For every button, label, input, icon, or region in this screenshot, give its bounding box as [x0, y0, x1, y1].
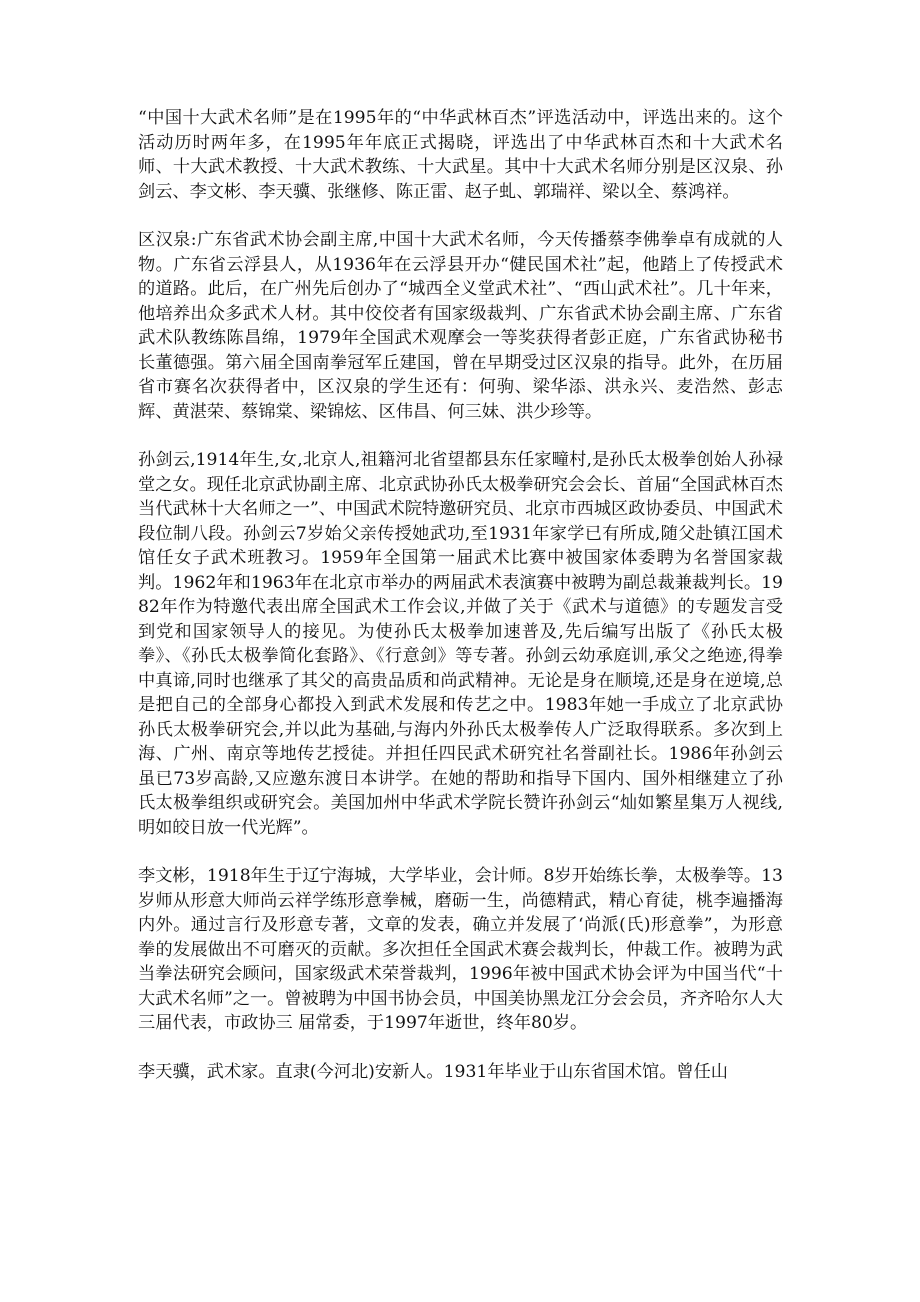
intro-paragraph: “中国十大武术名师”是在1995年的“中华武林百杰”评选活动中，评选出来的。这个活动历时两年多，在1995年年底正式揭晓，评选出了中华武林百杰和十大武术名师、十大武术教授、十大武术教练、十大武星。其中十大武术名师分别是区汉泉、孙剑云、李文彬、李天骥、张继修、陈正雷、赵子虬、郭瑞祥、梁以全、蔡鸿祥。 [138, 108, 783, 202]
ou-hanquan-paragraph: 区汉泉:广东省武术协会副主席,中国十大武术名师，今天传播蔡李佛拳卓有成就的人物。广东省云浮县人，从1936年在云浮县开办“健民国术社”起，他踏上了传授武术的道路。此后，在广州先后创办了“城西全义堂武术社”、“西山武术社”。几十年来，他培养出众多武术人材。其中佼佼者有国家级裁判、广东省武术协会副主席、广东省武术队教练陈昌绵，1979年全国武术观摩会一等奖获得者彭正庭，广东省武协秘书长董德强。第六届全国南拳冠军丘建国，曾在早期受过区汉泉的指导。此外，在历届省市赛名次获得者中，区汉泉的学生还有：何驹、梁华添、洪永兴、麦浩然、彭志辉、黄湛荣、蔡锦棠、梁锦炫、区伟昌、何三妹、洪少珍等。 [138, 230, 783, 422]
sun-jianyun-paragraph: 孙剑云,1914年生,女,北京人,祖籍河北省望都县东任家疃村,是孙氏太极拳创始人孙禄堂之女。现任北京武协副主席、北京武协孙氏太极拳研究会会长、首届“全国武林百杰当代武林十大名师之一”、中国武术院特邀研究员、北京市西城区政协委员、中国武术段位制八段。孙剑云7岁始父亲传授她武功,至1931年家学已有所成,随父赴镇江国术馆任女子武术班教习。1959年全国第一届武术比赛中被国家体委聘为名誉国家裁判。1962年和1963年在北京市举办的两届武术表演赛中被聘为副总裁兼裁判长。1982年作为特邀代表出席全国武术工作会议,并做了关于《武术与道德》的专题发言受到党和国家领导人的接见。为使孙氏太极拳加速普及,先后编写出版了《孙氏太极拳》、《孙氏太极拳简化套路》、《行意剑》等专著。孙剑云幼承庭训,承父之绝迹,得拳中真谛,同时也继承了其父的高贵品质和尚武精神。无论是身在顺境,还是身在逆境,总是把自己的全部身心都投入到武术发展和传艺之中。1983年她一手成立了北京武协孙氏太极拳研究会,并以此为基础,与海内外孙氏太极拳传人广泛取得联系。多次到上海、广州、南京等地传艺授徒。并担任四民武术研究社名誉副社长。1986年孙剑云虽已73岁高龄,又应邀东渡日本讲学。在她的帮助和指导下国内、国外相继建立了孙氏太极拳组织或研究会。美国加州中华武术学院长赞许孙剑云“灿如繁星集万人视线,明如皎日放一代光辉”。 [138, 450, 783, 838]
document-page [138, 106, 783, 1084]
li-tianji-paragraph: 李天骥，武术家。直隶(今河北)安新人。1931年毕业于山东省国术馆。曾任山 [138, 1061, 728, 1082]
li-wenbin-paragraph: 李文彬，1918年生于辽宁海城，大学毕业，会计师。8岁开始练长拳，太极拳等。13岁师从形意大师尚云祥学练形意拳械，磨砺一生，尚德精武，精心育徒，桃李遍播海内外。通过言行及形意专著，文章的发表，确立并发展了‘尚派(氏)形意拳”，为形意拳的发展做出不可磨灭的贡献。多次担任全国武术赛会裁判长，仲裁工作。被聘为武当拳法研究会顾问，国家级武术荣誉裁判，1996年被中国武术协会评为中国当代“十大武术名师”之一。曾被聘为中国书协会员，中国美协黑龙江分会会员，齐齐哈尔人大三届代表，市政协三 届常委，于1997年逝世，终年80岁。 [138, 866, 783, 1033]
